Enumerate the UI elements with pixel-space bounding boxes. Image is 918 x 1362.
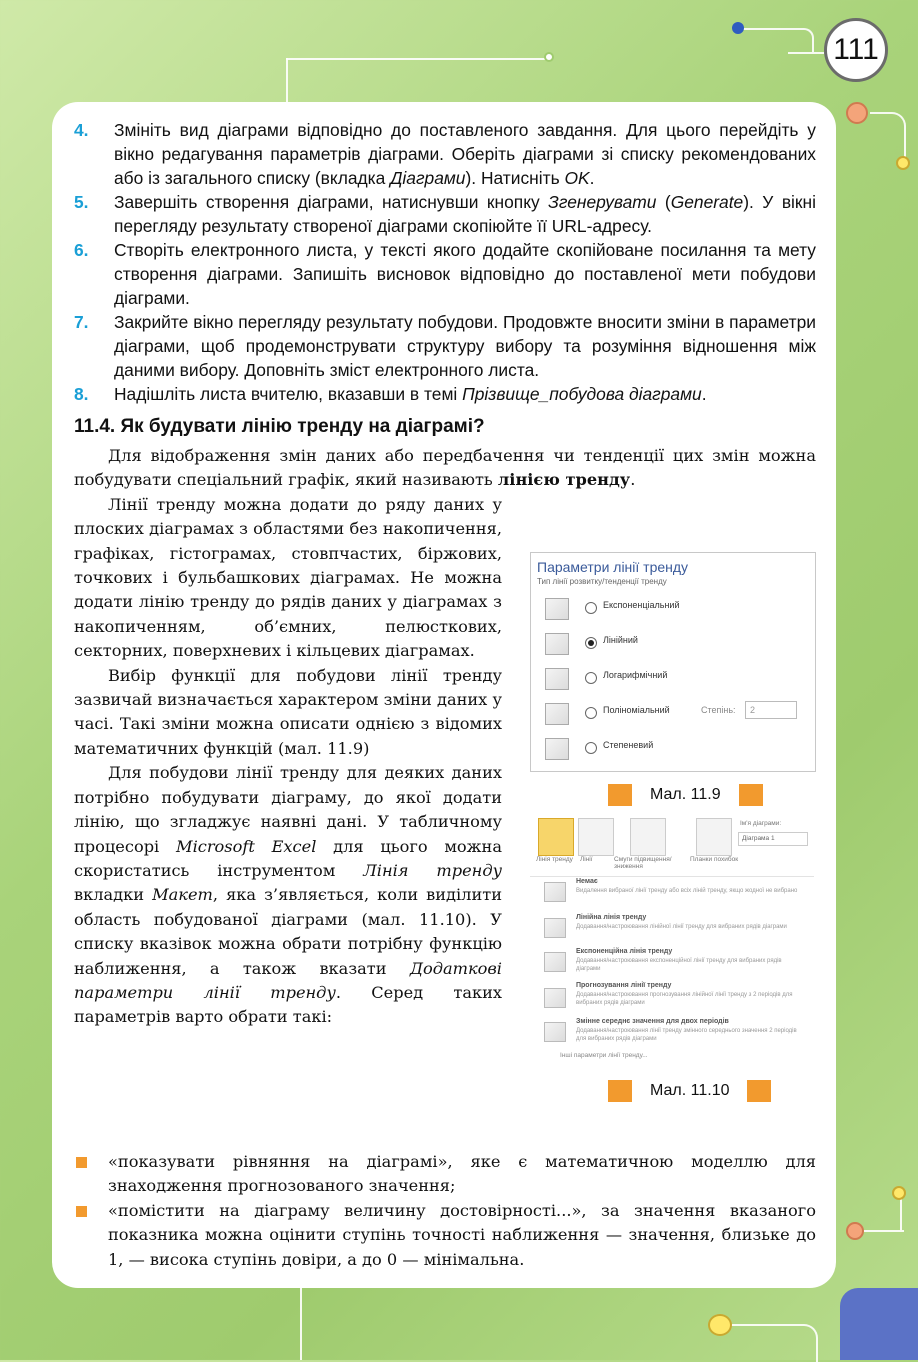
para-text: . Серед таких параметрів варто обрати такі: (74, 982, 503, 1027)
more-options-link[interactable]: Інші параметри лінії тренду... (560, 1052, 648, 1059)
intro-paragraph (74, 444, 816, 493)
step-text: Завершіть створення діаграми, натиснувши кнопку (114, 192, 549, 212)
step-number: 4. (74, 120, 89, 140)
bullet-text: «показувати рівняння на діаграмі», яке є математичною моделлю для знаходження прогнозованого значення; (108, 1152, 816, 1196)
para-text-italic: Додаткові параметри лінії тренду (74, 958, 502, 1002)
menu-item-title[interactable]: Немає (576, 878, 598, 885)
caption-marker (608, 1080, 632, 1102)
option-label: Лінійний (603, 635, 638, 645)
option-label: Логарифмічний (603, 670, 668, 680)
decor-dot (846, 1222, 864, 1240)
power-chart-icon (545, 738, 569, 760)
moving-average-icon (544, 1022, 566, 1042)
decor-line (788, 52, 824, 54)
menu-item-desc: Додавання/настроювання експоненційної лінії тренду для вибраних рядів діаграми (576, 958, 782, 972)
degree-label: Степінь: (701, 705, 736, 715)
step-item (74, 310, 816, 382)
bullet-item (74, 1199, 816, 1272)
intro-text: Для відображення змін даних або передбачення чи тенденції цих змін можна побудувати спеціальний графік, який називають (74, 446, 816, 490)
decor-line (300, 1288, 302, 1360)
radio-button[interactable] (585, 602, 597, 614)
chart-name-label: Ім'я діаграми: (740, 820, 782, 827)
menu-item-desc: Додавання/настроювання лінії тренду змінного середнього значення 2 періодів для вибраних рядів діаграми (576, 1028, 797, 1042)
step-text-italic: Діаграми (390, 168, 466, 188)
menu-item-desc: Видалення вибраної лінії тренду або всіх ліній тренду, якщо жодної не вибрано (576, 888, 798, 894)
step-text: Змініть вид діаграми відповідно до поставленого завдання. Для цього перейдіть у вікно редагування параметрів діаграми. Оберіть діаграми зі списку рекомендованих або із загального списку (вкладка (114, 120, 816, 188)
none-trendline-icon (544, 882, 566, 902)
figure-caption-11-9 (608, 784, 763, 806)
caption-marker (608, 784, 632, 806)
para-text-italic: Microsoft Excel (176, 836, 317, 856)
decor-line (730, 1324, 818, 1362)
corner-tab (840, 1288, 918, 1360)
option-exponential[interactable] (531, 592, 815, 627)
decor-dot (544, 52, 554, 62)
step-text-italic: Generate (670, 192, 744, 212)
figure-caption-11-10 (608, 1080, 771, 1102)
lines-button[interactable] (578, 818, 614, 856)
decor-dot (892, 1186, 906, 1200)
step-text: . (589, 168, 595, 188)
decor-dot (896, 156, 910, 170)
page-number: 111 (824, 18, 888, 82)
bullet-list (74, 1150, 816, 1272)
error-bars-button[interactable] (696, 818, 732, 856)
step-text: Закрийте вікно перегляду результату побудови. Продовжте вносити зміни в параметри діаграми, щоб продемонструвати структуру вибору та розуміння відношення між даними вибору. Доповніть зміст електронного листа. (114, 312, 816, 380)
chart-name-input[interactable]: Діаграма 1 (738, 832, 808, 846)
step-item (74, 118, 816, 190)
linear-trendline-icon (544, 918, 566, 938)
radio-button[interactable] (585, 707, 597, 719)
radio-button[interactable] (585, 672, 597, 684)
section-title: 11.4. Як будувати лінію тренду на діаграмі? (74, 416, 485, 437)
menu-item-title[interactable]: Прогнозування лінії тренду (576, 982, 672, 989)
step-item (74, 238, 816, 310)
step-text: ( (656, 192, 671, 212)
step-text-italic: OK (564, 168, 590, 188)
bullet-marker (76, 1157, 87, 1168)
bullet-text: «помістити на діаграму величину достовірності...», за значення вказаного показника можна оцінити ступінь точності наближення — значення, близьке до 1, — висока ступінь довіри, а до 0 — мінімальна. (108, 1200, 816, 1269)
trendline-button[interactable] (538, 818, 574, 856)
dialog-subtitle: Тип лінії розвитку/тенденції тренду (537, 577, 667, 586)
option-label: Степеневий (603, 740, 654, 750)
forecast-trendline-icon (544, 988, 566, 1008)
radio-button-selected[interactable] (585, 637, 597, 649)
paragraph-excel-tool (74, 761, 502, 1029)
step-number: 6. (74, 240, 89, 260)
menu-item-desc: Додавання/настроювання лінійної лінії тренду для вибраних рядів діаграми (576, 924, 787, 930)
paragraph-trend-types: Лінії тренду можна додати до ряду даних у плоских діаграмах з областями без накопичення, графіках, гістограмах, стовпчастих, біржових, точкових і бульбашкових діаграмах. Не можна додати лінію тренду до рядів даних у діаграмах з накопиченням, об’ємних, пелюсткових, секторних, поверхневих і кільцевих діаграмах. (74, 494, 502, 661)
radio-button[interactable] (585, 742, 597, 754)
ribbon-label: Смуги підвищення/зниження (614, 856, 672, 870)
option-polynomial[interactable] (531, 697, 815, 732)
step-text: ). Натисніть (465, 168, 565, 188)
exponential-chart-icon (545, 598, 569, 620)
para-text: для цього можна скористатись інструментом (74, 836, 502, 880)
step-text-italic: Прізвище_побудова діаграми (462, 384, 702, 404)
decor-line (286, 58, 288, 102)
intro-text: . (630, 470, 636, 490)
step-text: Надішліть листа вчителю, вказавши в темі (114, 384, 463, 404)
figure-trendline-options (530, 552, 816, 772)
bullet-item (74, 1150, 816, 1199)
step-number: 7. (74, 312, 89, 332)
option-power[interactable] (531, 732, 815, 767)
caption-text: Мал. 11.10 (650, 1082, 730, 1099)
caption-marker (747, 1080, 771, 1102)
decor-line (742, 28, 814, 52)
option-linear[interactable] (531, 627, 815, 662)
step-number: 8. (74, 384, 89, 404)
decor-dot (732, 22, 744, 34)
decor-line (864, 1230, 904, 1232)
menu-item-title[interactable]: Лінійна лінія тренду (576, 914, 647, 921)
decor-line (870, 112, 906, 160)
ribbon-label: Лінії (580, 856, 593, 863)
figure-trendline-menu (530, 814, 814, 1066)
menu-item-title[interactable]: Змінне середнє значення для двох періодів (576, 1018, 729, 1025)
step-text-italic: Згенерувати (548, 192, 657, 212)
caption-text: Мал. 11.9 (650, 786, 721, 803)
linear-chart-icon (545, 633, 569, 655)
decor-dot (708, 1314, 732, 1336)
bullet-marker (76, 1206, 87, 1217)
steps-list (74, 118, 816, 406)
step-text: Створіть електронного листа, у тексті якого додайте скопійоване посилання та мету створення діаграми. Запишіть висновок відповідно до поставленої мети побудови діаграми. (114, 240, 816, 308)
step-text: . (701, 384, 707, 404)
menu-item-title[interactable]: Експоненційна лінія тренду (576, 948, 673, 955)
step-text: ). У вікні перегляду результату створеної діаграми скопіюйте її URL-адресу. (114, 192, 816, 236)
degree-stepper[interactable]: 2 (745, 701, 797, 719)
polynomial-chart-icon (545, 703, 569, 725)
option-logarithmic[interactable] (531, 662, 815, 697)
step-number: 5. (74, 192, 89, 212)
para-text: вкладки (74, 885, 153, 905)
para-text: Для побудови лінії тренду для деяких даних потрібно побудувати діаграму, до якої додати лінію, що згладжує наявні дані. У табличному процесорі (74, 763, 502, 856)
ribbon-label: Лінія тренду (536, 856, 573, 863)
logarithmic-chart-icon (545, 668, 569, 690)
paragraph-function-choice: Вибір функції для побудови лінії тренду зазвичай визначається характером зміни даних у часі. Такі зміни можна описати однією з відомих математичних функцій (мал. 11.9) (74, 665, 502, 758)
menu-item-desc: Додавання/настроювання прогнозування лінійної лінії тренду з 2 періодів для вибраних рядів діаграми (576, 992, 793, 1006)
step-item (74, 190, 816, 238)
intro-term: лінією тренду (497, 470, 631, 490)
para-text: , яка з’являється, коли виділити область побудованої діаграми (мал. 11.10). У списку вказівок можна обрати потрібну функцію наближення, а також вказати (74, 885, 503, 978)
caption-marker (739, 784, 763, 806)
decor-line (286, 58, 548, 60)
para-text-italic: Макет (152, 885, 213, 905)
dialog-title: Параметри лінії тренду (537, 559, 689, 575)
up-down-bars-button[interactable] (630, 818, 666, 856)
step-item (74, 382, 816, 406)
ribbon-label: Планки похибок (690, 856, 739, 863)
para-text-italic: Лінія тренду (363, 860, 502, 880)
option-label: Експоненціальний (603, 600, 680, 610)
option-label: Поліноміальний (603, 705, 670, 715)
decor-dot (846, 102, 868, 124)
content-card (52, 102, 836, 1288)
exponential-trendline-icon (544, 952, 566, 972)
